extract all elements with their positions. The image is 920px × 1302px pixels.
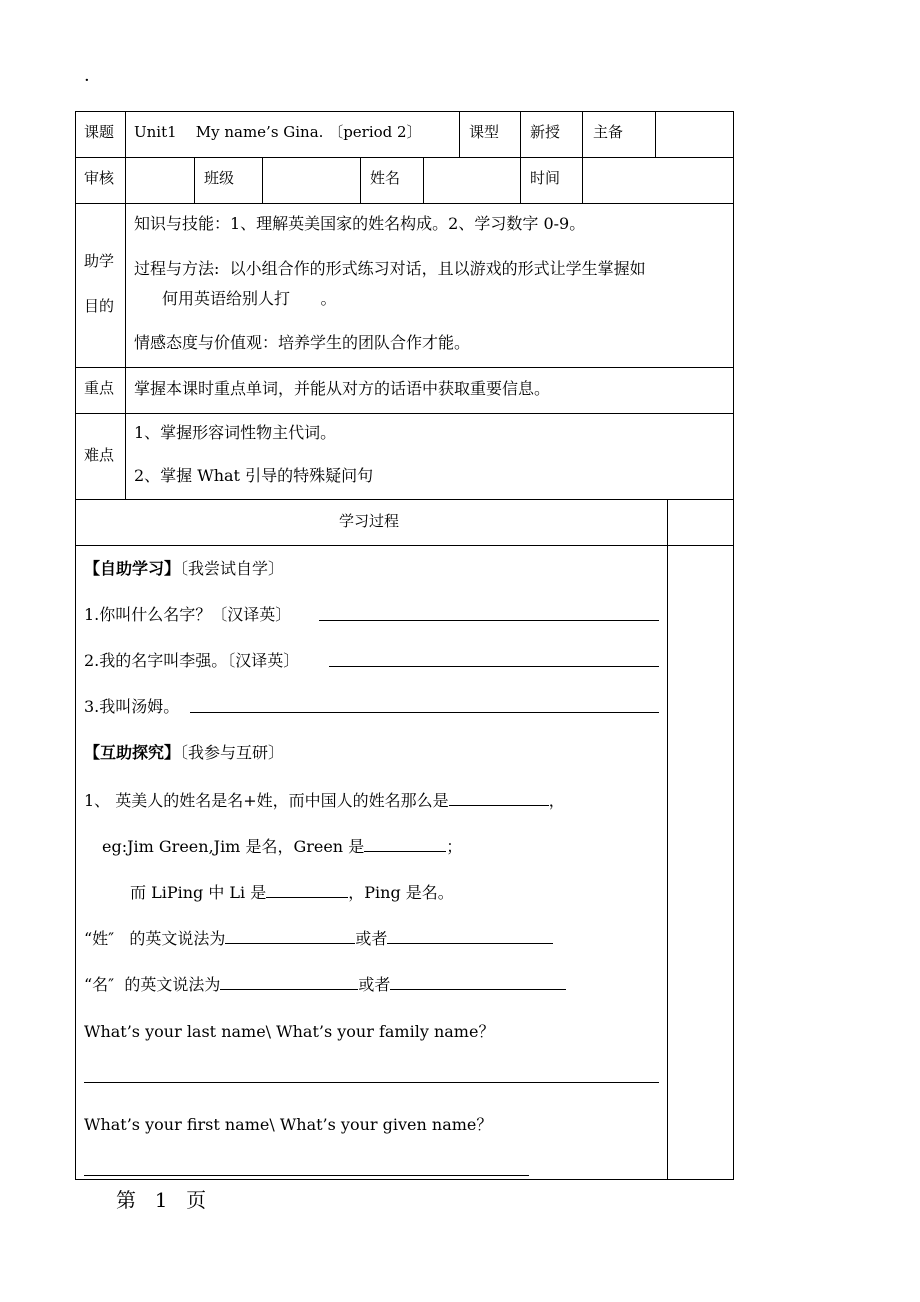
goals-label-2: 目的 — [84, 297, 115, 315]
row-separator — [75, 367, 734, 368]
answer-line[interactable] — [319, 620, 659, 621]
type-label: 课型 — [469, 123, 500, 141]
review-label: 审核 — [84, 169, 115, 187]
explore-p4 — [84, 926, 553, 949]
explore-p1-text: 1、 英美人的姓名是名+姓，而中国人的姓名那么是 — [84, 791, 449, 810]
col-separator — [125, 111, 126, 499]
self-study-q2: 2.我的名字叫李强。〔汉译英〕 — [84, 651, 300, 670]
col-separator — [194, 157, 195, 203]
explore-p1 — [84, 788, 565, 811]
table-border-left — [75, 111, 76, 1180]
difficult-line-1: 1、掌握形容词性物主代词。 — [134, 423, 337, 442]
self-study-subtitle: 〔我尝试自学〕 — [180, 559, 285, 578]
explore-p4-or: 或者 — [355, 929, 388, 948]
goals-line-1: 知识与技能：1、理解英美国家的姓名构成。2、学习数字 0-9。 — [134, 214, 586, 233]
col-separator — [423, 157, 424, 203]
process-title: 学习过程 — [339, 512, 400, 530]
fill-blank[interactable] — [364, 850, 446, 852]
difficult-label: 难点 — [84, 446, 115, 464]
explore-title: 【互助探究】 — [84, 743, 181, 762]
explore-p5-text: “名″ 的英文说法为 — [84, 975, 221, 994]
self-study-title: 【自助学习】 — [84, 559, 181, 578]
col-separator — [582, 111, 583, 203]
topic-value: Unit1 My name’s Gina. 〔period 2〕 — [134, 123, 422, 141]
explore-p2 — [102, 834, 462, 857]
table-border-top — [75, 111, 734, 112]
answer-line[interactable] — [84, 1082, 659, 1083]
goals-line-2b: 何用英语给别人打 。 — [162, 289, 337, 308]
explore-p3-text: 而 LiPing 中 Li 是 — [130, 883, 267, 902]
explore-p5-or: 或者 — [358, 975, 391, 994]
explore-p4-text: “姓″ 的英文说法为 — [84, 929, 226, 948]
fill-blank[interactable] — [266, 896, 348, 898]
fill-blank[interactable] — [220, 988, 358, 990]
fill-blank[interactable] — [225, 942, 355, 944]
explore-p3-end: ，Ping 是名。 — [348, 883, 454, 902]
fill-blank[interactable] — [449, 804, 549, 806]
explore-p2-end: ； — [446, 837, 463, 856]
table-border-right — [733, 111, 734, 1180]
col-separator — [655, 111, 656, 157]
type-value: 新授 — [530, 123, 561, 141]
topic-label: 课题 — [84, 123, 115, 141]
answer-line[interactable] — [190, 712, 659, 713]
row-separator — [75, 203, 734, 204]
self-study-q3: 3.我叫汤姆。 — [84, 697, 180, 716]
col-separator — [360, 157, 361, 203]
col-separator — [520, 111, 521, 203]
goals-line-3: 情感态度与价值观：培养学生的团队合作才能。 — [134, 333, 471, 352]
page-number: 第 1 页 — [116, 1188, 209, 1212]
lead-label: 主备 — [593, 123, 624, 141]
row-separator — [75, 157, 734, 158]
difficult-line-2: 2、掌握 What 引导的特殊疑问句 — [134, 466, 374, 485]
top-dot: · — [84, 70, 90, 91]
explore-subtitle: 〔我参与互研〕 — [180, 743, 285, 762]
name-label: 姓名 — [370, 169, 401, 187]
last-name-question: What’s your last name\ What’s your family name？ — [84, 1022, 495, 1041]
fill-blank[interactable] — [387, 942, 553, 944]
self-study-heading — [84, 556, 284, 579]
self-study-q1: 1.你叫什么名字？〔汉译英〕 — [84, 605, 292, 624]
row-separator — [75, 413, 734, 414]
first-name-question: What’s your first name\ What’s your given name？ — [84, 1115, 493, 1134]
answer-line[interactable] — [84, 1175, 529, 1176]
fill-blank[interactable] — [390, 988, 566, 990]
col-separator — [262, 157, 263, 203]
explore-heading — [84, 740, 284, 763]
col-separator — [459, 111, 460, 157]
class-label: 班级 — [204, 169, 235, 187]
row-separator — [75, 545, 734, 546]
row-separator — [75, 499, 734, 500]
col-separator — [667, 499, 668, 1179]
goals-label-1: 助学 — [84, 252, 115, 270]
key-text: 掌握本课时重点单词，并能从对方的话语中获取重要信息。 — [134, 379, 551, 398]
goals-line-2a: 过程与方法: 以小组合作的形式练习对话，且以游戏的形式让学生掌握如 — [134, 259, 646, 278]
explore-p5 — [84, 972, 566, 995]
time-label: 时间 — [530, 169, 561, 187]
table-border-bottom — [75, 1179, 734, 1180]
key-label: 重点 — [84, 379, 115, 397]
explore-p2-text: eg:Jim Green,Jim 是名，Green 是 — [102, 837, 365, 856]
answer-line[interactable] — [329, 666, 659, 667]
explore-p3 — [130, 880, 454, 903]
explore-p1-end: ， — [548, 791, 565, 810]
